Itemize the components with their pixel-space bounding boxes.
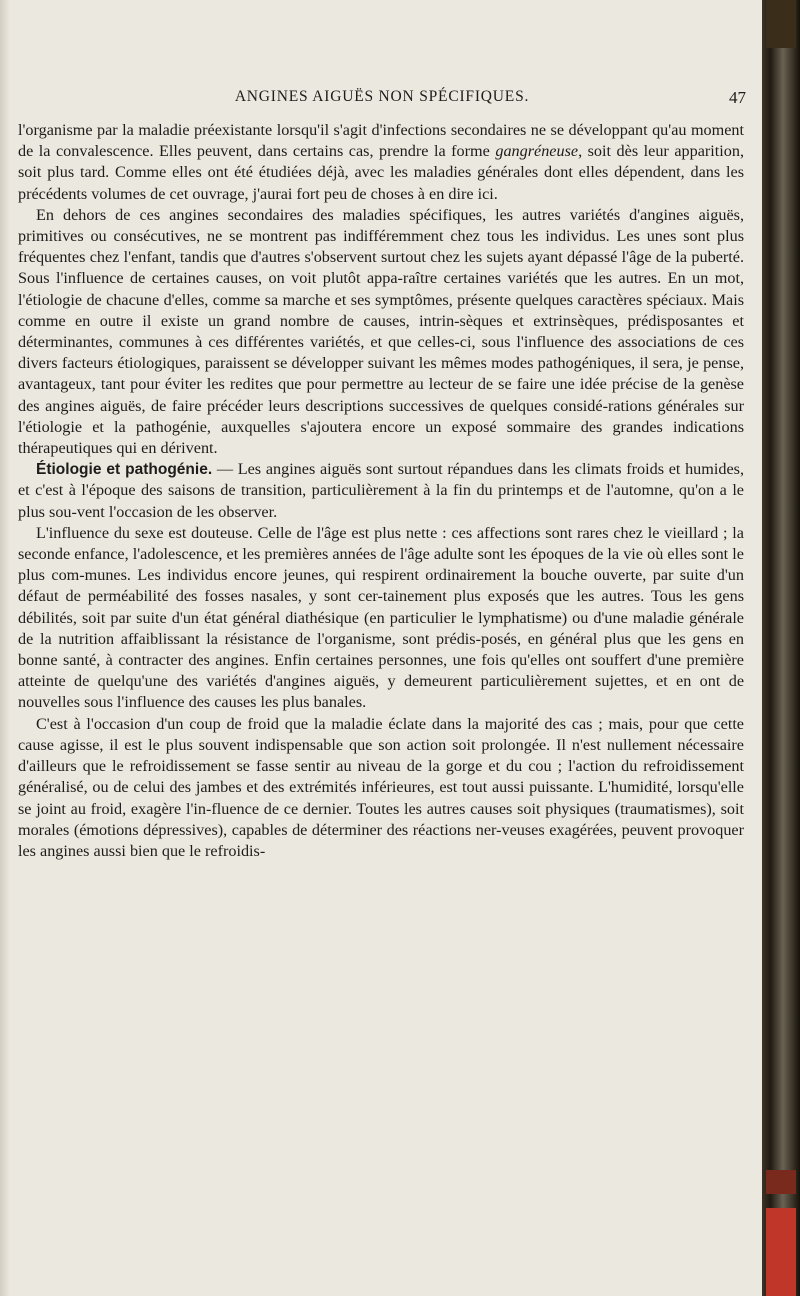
binding-mark-bottom bbox=[766, 1208, 796, 1296]
page-number: 47 bbox=[729, 88, 746, 107]
paragraph-1-italic: gangréneuse bbox=[495, 142, 579, 161]
paragraph-2: En dehors de ces angines secondaires des maladies spécifiques, les autres variétés d'angines aiguës, primitives ou consécutives, ne se montrent pas indifféremment chez tous les individus. Les unes sont plus fréquentes chez l'enfant, tandis que d'autres s'observent surtout chez les sujets ayant dépassé l'âge de la puberté. Sous l'influence de certaines causes, on voit plutôt appa-raître certaines variétés que les autres. En un mot, l'étiologie de chacune d'elles, comme sa marche et ses symptômes, présente quelques caractères spéciaux. Mais comme en outre il existe un grand nombre de causes, intrin-sèques et extrinsèques, prédisposantes et déterminantes, communes à ces différentes variétés, et que celles-ci, sous l'influence des associations de ces divers facteurs étiologiques, paraissent se développer suivant les mêmes modes pathogéniques, il sera, je pense, avantageux, tant pour éviter les redites que pour permettre au lecteur de se faire une idée précise de la genèse des angines aiguës, de faire précéder leurs descriptions successives de quelques considé-rations générales sur l'étiologie et la pathogénie, auxquelles s'ajoutera encore un exposé sommaire des grandes indications thérapeutiques qui en dérivent. bbox=[18, 205, 744, 458]
page-left-edge bbox=[0, 0, 10, 1296]
paragraph-4: L'influence du sexe est douteuse. Celle de l'âge est plus nette : ces affections sont rares chez le vieillard ; la seconde enfance, l'adolescence, et les premières années de l'âge adulte sont les époques de la vie où elles sont le plus com-munes. Les individus encore jeunes, qui respirent ordinairement la bouche ouverte, par suite d'un défaut de perméabilité des fosses nasales, y sont cer-tainement plus exposés que les autres. Tous les gens débilités, soit par suite d'un état général diathésique (en particulier le lymphatisme) ou d'une maladie générale de la nutrition affaiblissant la résistance de l'organisme, sont prédis-posés, en général plus que les gens en bonne santé, à contracter des angines. Enfin certaines personnes, une fois qu'elles ont souffert d'une première atteinte de quelqu'une des variétés d'angines aiguës, y demeurent particulièrement sujettes, et en ont de nouvelles sous l'influence des causes les plus banales. bbox=[18, 523, 744, 712]
running-head bbox=[18, 88, 746, 114]
paragraph-1 bbox=[18, 120, 744, 205]
paragraph-1-end: , soit dès leur apparition, soit plus tard. Comme elles ont été étudiées déjà, avec les maladies générales dont elles dépendent, dans les précédents volumes de cet ouvrage, j'aurai fort peu de choses à en dire ici. bbox=[18, 142, 744, 203]
body-text bbox=[18, 120, 744, 862]
paragraph-1-text: l'organisme par la maladie préexistante lorsqu'il s'agit d'infections secondaires ne se développant qu'au moment de la convalescence. Elles peuvent, dans certains cas, prendre la forme bbox=[18, 121, 744, 161]
paragraph-5: C'est à l'occasion d'un coup de froid que la maladie éclate dans la majorité des cas ; mais, pour que cette cause agisse, il est le plus souvent indispensable que son action soit prolongée. Il n'est nullement nécessaire d'ailleurs que le refroidissement se fasse sentir au niveau de la gorge et du cou ; l'action du refroidissement généralisé, ou de celui des jambes et des extrémités inférieures, est tout aussi puissante. L'humidité, lorsqu'elle se joint au froid, exagère l'in-fluence de ce dernier. Toutes les autres causes soit physiques (traumatismes), soit morales (émotions dépressives), capables de déterminer des réactions ner-veuses exagérées, peuvent provoquer les angines aussi bien que le refroidis- bbox=[18, 714, 744, 860]
running-head-title: ANGINES AIGUËS NON SPÉCIFIQUES. bbox=[234, 88, 530, 105]
section-title: Étiologie et pathogénie. bbox=[36, 461, 213, 479]
binding-mark-top bbox=[766, 0, 796, 48]
paragraph-3-text: — Les angines aiguës sont surtout répandues dans les climats froids et humides, et c'est à l'époque des saisons de transition, particulièrement à la fin du printemps et de l'automne, qu'on a le plus sou-vent l'occasion de les observer. bbox=[18, 460, 744, 521]
paragraph-3 bbox=[18, 459, 744, 523]
book-binding-edge bbox=[762, 0, 800, 1296]
binding-mark-middle bbox=[766, 1170, 796, 1194]
